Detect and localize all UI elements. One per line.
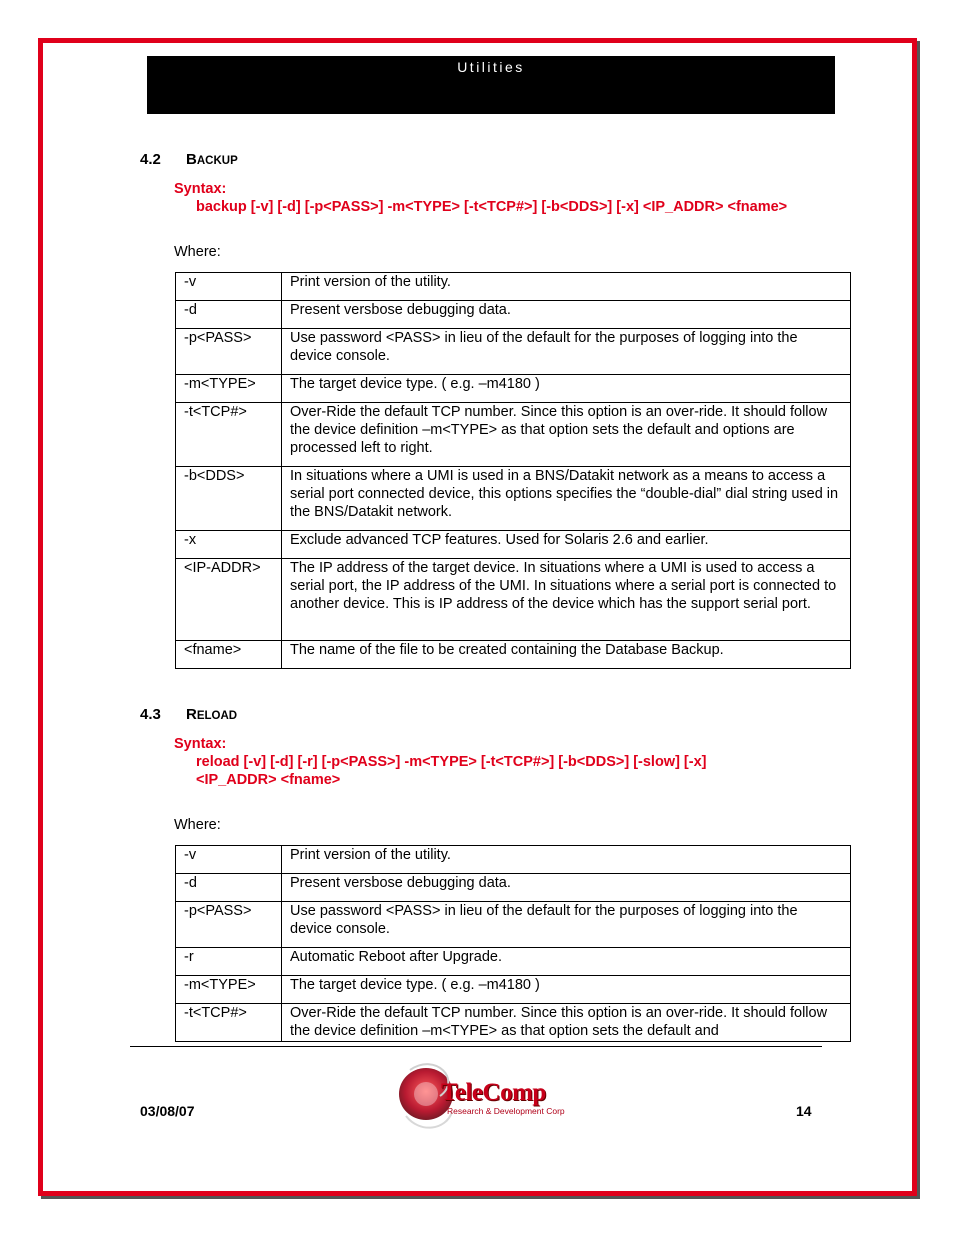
table-row — [176, 902, 851, 948]
option-key: -r — [176, 948, 282, 976]
option-description: Automatic Reboot after Upgrade. — [282, 948, 851, 976]
table-row — [176, 1004, 851, 1042]
table-row — [176, 467, 851, 531]
option-key: -d — [176, 301, 282, 329]
option-key: -m<TYPE> — [176, 375, 282, 403]
option-key: -m<TYPE> — [176, 976, 282, 1004]
syntax-command-continued: <IP_ADDR> <fname> — [196, 772, 341, 788]
logo-subtitle: Research & Development Corp — [447, 1106, 565, 1116]
option-key: <IP-ADDR> — [176, 559, 282, 641]
option-description: Present versbose debugging data. — [282, 301, 851, 329]
option-description: In situations where a UMI is used in a BNS/Datakit network as a means to access a serial port connected device, this options specifies the “double-dial” dial string used in the BNS/Datakit network. — [282, 467, 851, 531]
table-row — [176, 273, 851, 301]
table-row — [176, 559, 851, 641]
option-description: Print version of the utility. — [282, 273, 851, 301]
option-description: Print version of the utility. — [282, 846, 851, 874]
telecomp-logo — [396, 1056, 576, 1136]
syntax-label: Syntax: — [174, 181, 227, 197]
table-row — [176, 976, 851, 1004]
options-table-backup — [175, 272, 851, 669]
footer-date: 03/08/07 — [140, 1103, 195, 1119]
section-title-initial: B — [186, 151, 197, 168]
header-title: Utilities — [457, 59, 525, 75]
section-title-rest: ELOAD — [196, 710, 238, 722]
section-heading-backup — [140, 151, 238, 168]
table-row — [176, 403, 851, 467]
where-label: Where: — [174, 244, 221, 260]
section-number: 4.3 — [140, 706, 161, 723]
page-number: 14 — [796, 1103, 812, 1119]
option-key: <fname> — [176, 641, 282, 669]
header-bar — [147, 56, 835, 114]
option-description: Use password <PASS> in lieu of the default for the purposes of logging into the device console. — [282, 329, 851, 375]
option-key: -t<TCP#> — [176, 1004, 282, 1042]
option-description: Over-Ride the default TCP number. Since this option is an over-ride. It should follow the device definition –m<TYPE> as that option sets the default and options are processed left to right. — [282, 403, 851, 467]
table-row — [176, 874, 851, 902]
option-key: -v — [176, 273, 282, 301]
syntax-label: Syntax: — [174, 736, 227, 752]
options-table-reload — [175, 845, 851, 1042]
syntax-command: reload [-v] [-d] [-r] [-p<PASS>] -m<TYPE> [-t<TCP#>] [-b<DDS>] [-slow] [-x] — [196, 754, 707, 770]
option-description: Use password <PASS> in lieu of the default for the purposes of logging into the device console. — [282, 902, 851, 948]
table-row — [176, 329, 851, 375]
section-title-initial: R — [186, 706, 197, 723]
option-key: -t<TCP#> — [176, 403, 282, 467]
section-title-rest: ACKUP — [196, 155, 238, 167]
table-row — [176, 641, 851, 669]
option-description: The target device type. ( e.g. –m4180 ) — [282, 976, 851, 1004]
option-description: Exclude advanced TCP features. Used for Solaris 2.6 and earlier. — [282, 531, 851, 559]
footer-divider — [130, 1046, 822, 1047]
option-key: -p<PASS> — [176, 902, 282, 948]
section-number: 4.2 — [140, 151, 161, 168]
table-row — [176, 375, 851, 403]
syntax-command: backup [-v] [-d] [-p<PASS>] -m<TYPE> [-t<TCP#>] [-b<DDS>] [-x] <IP_ADDR> <fname> — [196, 199, 788, 215]
table-row — [176, 846, 851, 874]
option-description: Present versbose debugging data. — [282, 874, 851, 902]
option-description: The name of the file to be created containing the Database Backup. — [282, 641, 851, 669]
table-row — [176, 301, 851, 329]
table-row — [176, 948, 851, 976]
option-description: The target device type. ( e.g. –m4180 ) — [282, 375, 851, 403]
option-description: The IP address of the target device. In situations where a UMI is used to access a serial port, the IP address of the UMI. In situations where a serial port is connected to another device. This is IP address of the device which has the support serial port. — [282, 559, 851, 641]
option-key: -p<PASS> — [176, 329, 282, 375]
option-key: -v — [176, 846, 282, 874]
where-label: Where: — [174, 817, 221, 833]
section-heading-reload — [140, 706, 237, 723]
table-row — [176, 531, 851, 559]
logo-wordmark: TeleComp — [441, 1079, 546, 1106]
option-key: -d — [176, 874, 282, 902]
option-description: Over-Ride the default TCP number. Since this option is an over-ride. It should follow the device definition –m<TYPE> as that option sets the default and — [282, 1004, 851, 1042]
option-key: -b<DDS> — [176, 467, 282, 531]
option-key: -x — [176, 531, 282, 559]
